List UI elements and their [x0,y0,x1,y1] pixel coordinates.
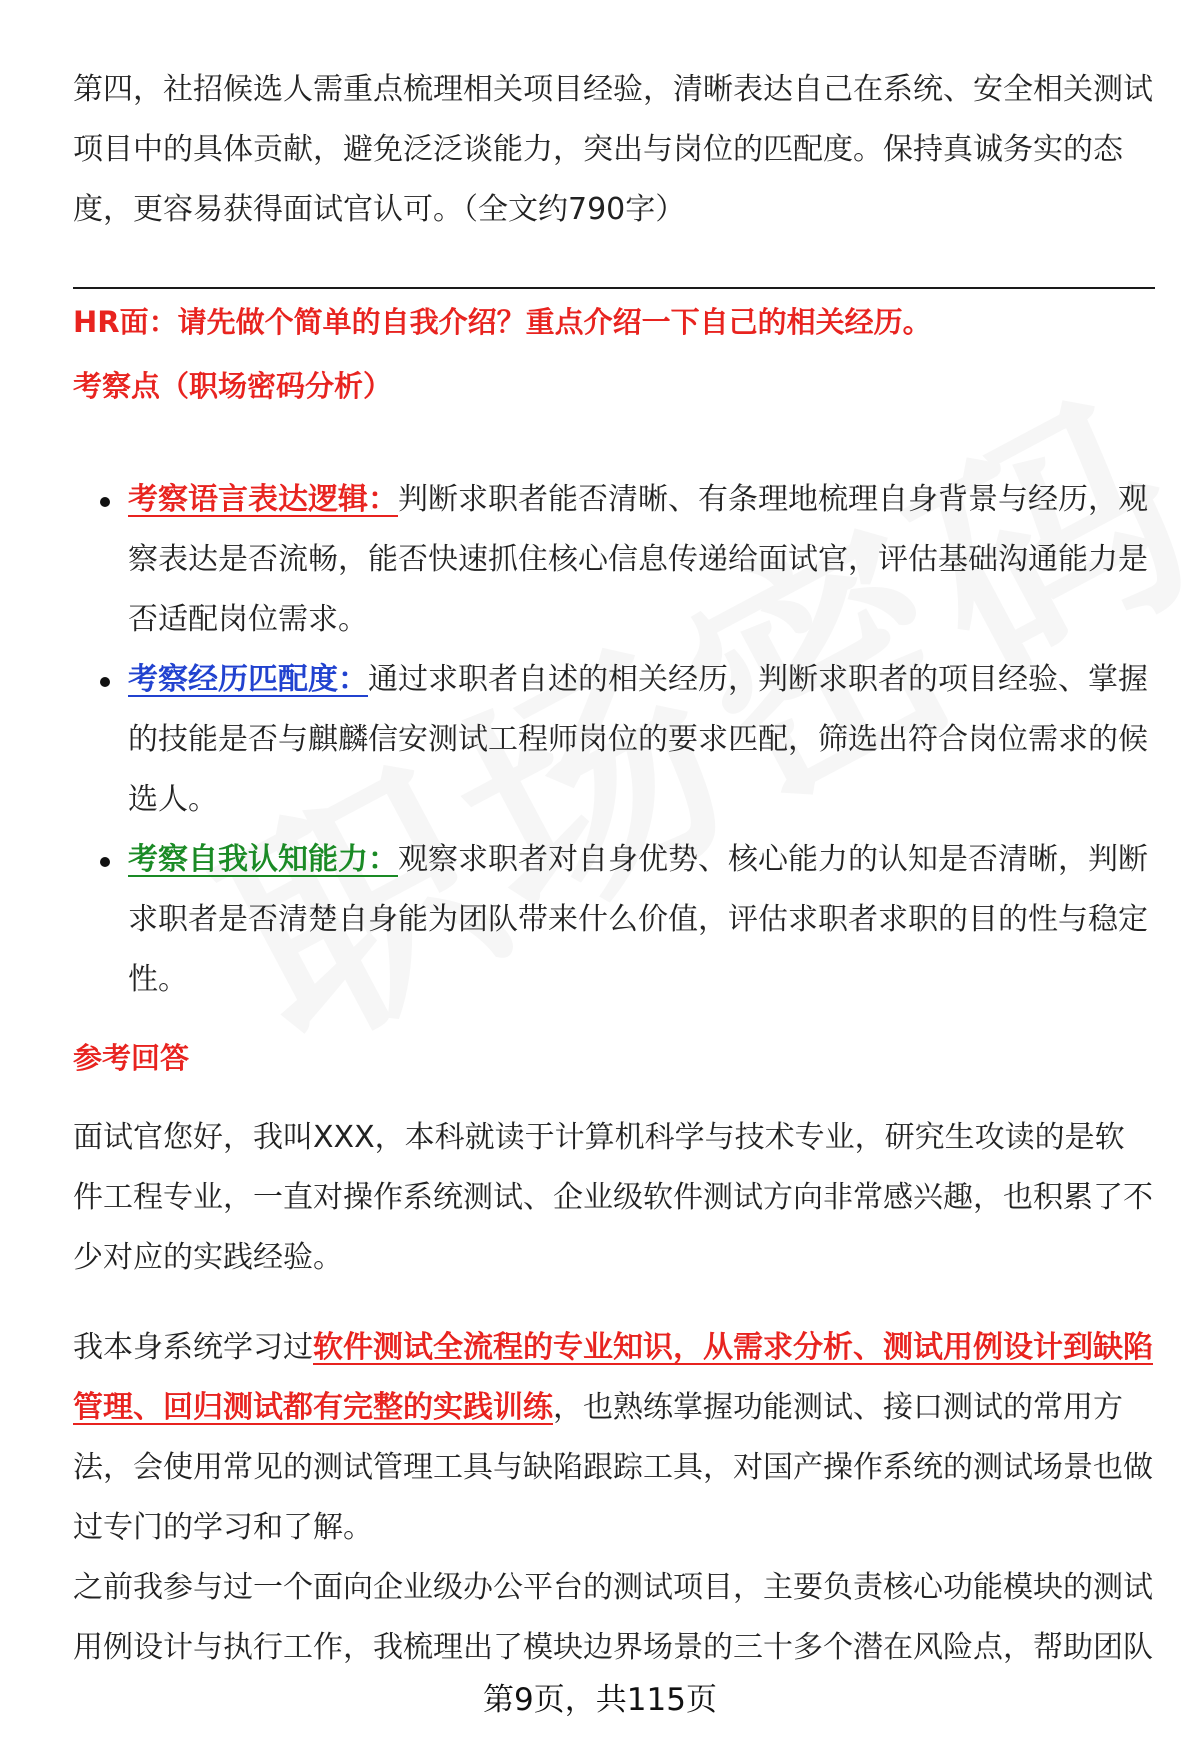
intro-paragraph: 第四，社招候选人需重点梳理相关项目经验，清晰表达自己在系统、安全相关测试项目中的具体贡献，避免泛泛谈能力，突出与岗位的匹配度。保持真诚务实的态度，更容易获得面试官认可。（全文约790字） [73,72,1153,227]
bullet-dot-icon [100,677,110,687]
focus-label-self-awareness: 考察自我认知能力： [128,842,398,877]
answer-p2-prefix: 我本身系统学习过 [73,1330,313,1365]
focus-heading: 考察点（职场密码分析） [73,369,393,403]
focus-item-match [73,650,1153,830]
focus-label-match: 考察经历匹配度： [128,662,368,697]
focus-text-self-awareness: 观察求职者对自身优势、核心能力的认知是否清晰，判断求职者是否清楚自身能为团队带来什么价值，评估求职者求职的目的性与稳定性。 [128,842,1148,997]
answer-p2-suffix: ，也熟练掌握功能测试、接口测试的常用方法，会使用常见的测试管理工具与缺陷跟踪工具，对国产操作系统的测试场景也做过专门的学习和了解。 [73,1390,1153,1545]
answer-paragraph-2 [73,1318,1153,1558]
page-number: 第9页，共115页 [483,1682,717,1718]
focus-item-self-awareness [73,830,1153,1010]
focus-text-logic: 判断求职者能否清晰、有条理地梳理自身背景与经历，观察表达是否流畅，能否快速抓住核心信息传递给面试官，评估基础沟通能力是否适配岗位需求。 [128,482,1148,637]
answer-paragraph-1: 面试官您好，我叫XXX，本科就读于计算机科学与技术专业，研究生攻读的是软件工程专业，一直对操作系统测试、企业级软件测试方向非常感兴趣，也积累了不少对应的实践经验。 [73,1120,1153,1275]
section-divider [73,287,1155,289]
focus-text-match: 通过求职者自述的相关经历，判断求职者的项目经验、掌握的技能是否与麒麟信安测试工程师岗位的要求匹配，筛选出符合岗位需求的候选人。 [128,662,1148,817]
focus-item-logic [73,470,1153,650]
focus-list [73,470,1153,1010]
bullet-dot-icon [100,497,110,507]
answer-paragraph-3: 之前我参与过一个面向企业级办公平台的测试项目，主要负责核心功能模块的测试用例设计与执行工作，我梳理出了模块边界场景的三十多个潜在风险点，帮助团队 [73,1570,1153,1665]
focus-label-logic: 考察语言表达逻辑： [128,482,398,517]
answer-p2-highlight: 软件测试全流程的专业知识，从需求分析、测试用例设计到缺陷管理、回归测试都有完整的实践训练 [73,1330,1153,1425]
answer-heading: 参考回答 [73,1041,190,1075]
bullet-dot-icon [100,857,110,867]
question-title: HR面：请先做个简单的自我介绍？重点介绍一下自己的相关经历。 [73,305,932,339]
